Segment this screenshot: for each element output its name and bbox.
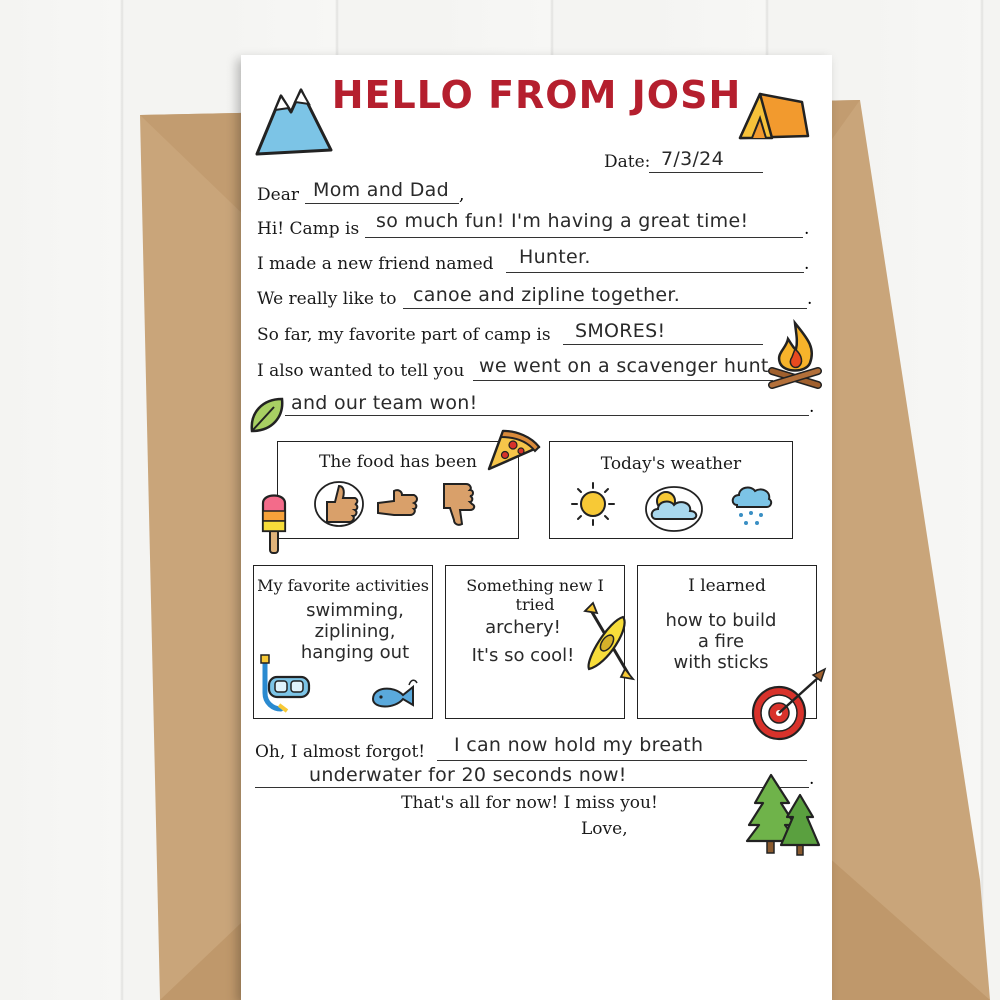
partly-cloudy-icon xyxy=(644,483,704,533)
camp-value: so much fun! I'm having a great time! xyxy=(376,210,749,232)
target-icon xyxy=(749,667,829,743)
card-title: HELLO FROM JOSH xyxy=(331,73,742,117)
learned-title: I learned xyxy=(688,576,766,596)
rain-cloud-icon xyxy=(729,483,773,527)
friend-value: Hunter. xyxy=(519,246,591,268)
tell-value-1: we went on a scavenger hunt xyxy=(479,355,769,377)
dear-label: Dear xyxy=(257,185,299,205)
thumbs-sideways-icon xyxy=(374,483,422,523)
sun-icon xyxy=(570,481,616,527)
date-value: 7/3/24 xyxy=(661,148,724,170)
tell-value-2: and our team won! xyxy=(291,392,478,414)
leaf-icon xyxy=(248,395,286,435)
favorite-label: So far, my favorite part of camp is xyxy=(257,325,551,345)
weather-title: Today's weather xyxy=(600,454,742,474)
forgot-value-2: underwater for 20 seconds now! xyxy=(309,764,627,786)
closing-line: That's all for now! I miss you! xyxy=(401,793,658,813)
pine-trees-icon xyxy=(749,773,823,859)
food-title: The food has been xyxy=(319,452,477,472)
tell-label: I also wanted to tell you xyxy=(257,361,465,381)
like-value: canoe and zipline together. xyxy=(413,284,681,306)
tent-icon xyxy=(738,88,810,144)
letter-card: HELLO FROM JOSH Date: 7/3/24 Dear Mom and Dad , Hi! Camp is so much fun! I'm having a great time! . I made a new friend named Hunter. . We really like to canoe and zipline together. . So far, my favorite part of camp is SMORES! I also wanted to tell you we went on a scavenger hunt and our team won! . The food has been Today's weather My favorite activities swimming, ziplining, hanging out Something new I tried archery! It's so cool! I learned how to build a fire with sticks Oh, I almost forgot! I can now hold my breath underwater for 20 seconds now! . That's all for now! I miss you! Love, xyxy=(241,55,832,1000)
snorkel-icon xyxy=(259,655,313,713)
dear-value: Mom and Dad xyxy=(313,179,449,201)
something-new-title: Something new I tried xyxy=(466,576,604,614)
favorite-value: SMORES! xyxy=(575,320,666,342)
thumbs-down-icon xyxy=(436,478,480,530)
love-sign-off: Love, xyxy=(581,819,628,839)
date-label: Date: xyxy=(604,152,651,172)
activities-value: swimming, ziplining, hanging out xyxy=(300,600,410,663)
campfire-icon xyxy=(766,319,824,391)
kayak-icon xyxy=(583,603,635,679)
whale-icon xyxy=(369,677,419,711)
pizza-icon xyxy=(485,425,543,473)
something-new-value: archery! It's so cool! xyxy=(471,617,575,666)
like-label: We really like to xyxy=(257,289,397,309)
learned-value: how to build a fire with sticks xyxy=(665,610,777,673)
mountain-icon xyxy=(253,82,335,160)
forgot-value-1: I can now hold my breath xyxy=(454,734,704,756)
thumbs-up-icon xyxy=(313,478,365,528)
popsicle-icon xyxy=(259,489,289,555)
friend-label: I made a new friend named xyxy=(257,254,494,274)
activities-title: My favorite activities xyxy=(257,576,429,595)
camp-label: Hi! Camp is xyxy=(257,219,360,239)
forgot-label: Oh, I almost forgot! xyxy=(255,742,426,762)
